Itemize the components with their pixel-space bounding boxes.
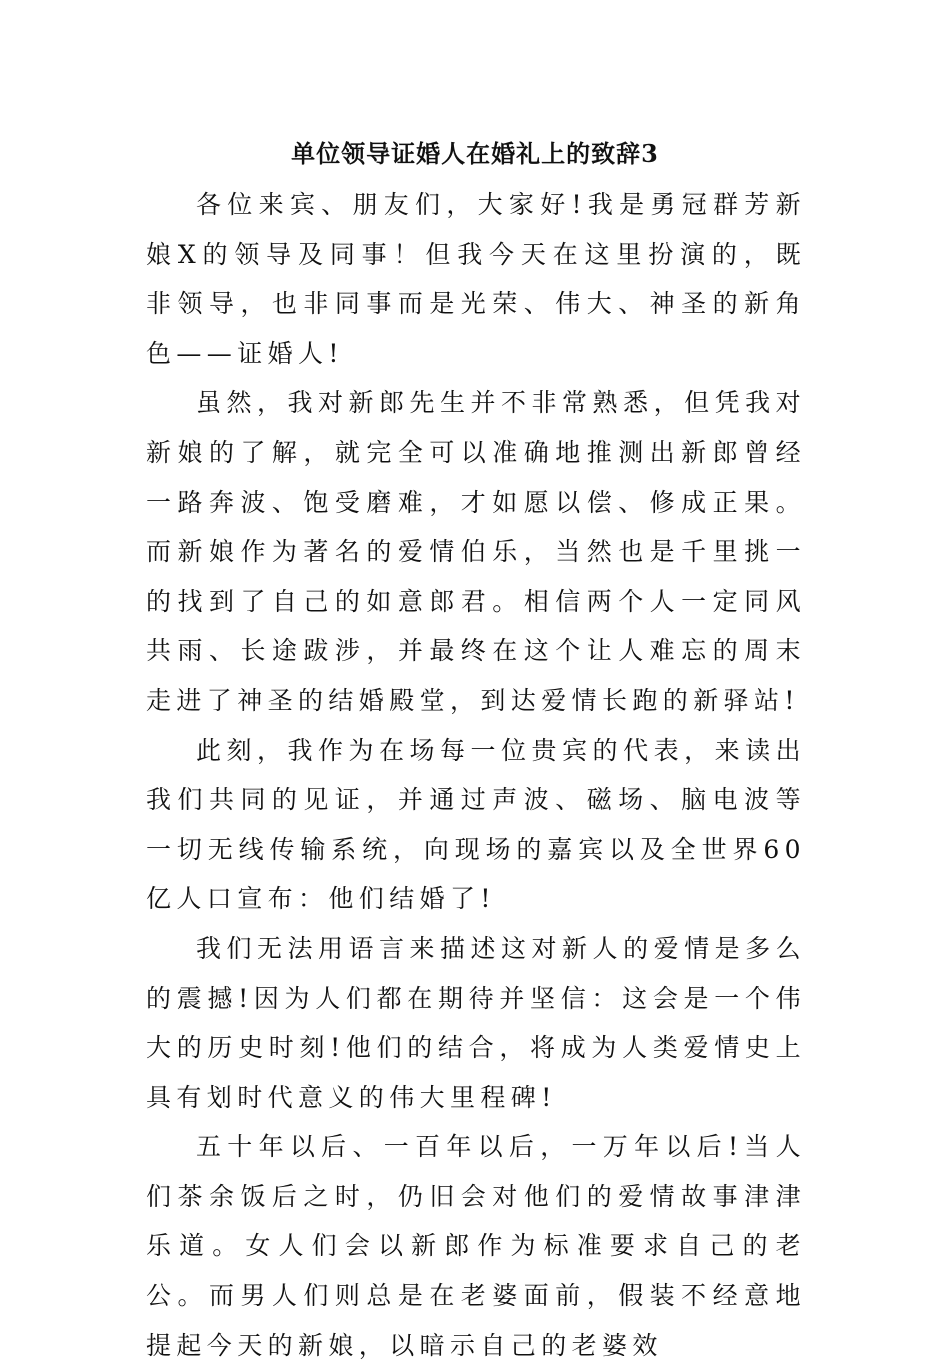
paragraph-milestone: 我们无法用语言来描述这对新人的爱情是多么的震撼!因为人们都在期待并坚信：这会是一个伟大的历史时刻!他们的结合，将成为人类爱情史上具有划时代意义的伟大里程碑! — [146, 933, 806, 1112]
paragraph-announcement: 此刻，我作为在场每一位贵宾的代表，来读出我们共同的见证，并通过声波、磁场、脑电波等一切无线传输系统，向现场的嘉宾以及全世界60亿人口宣布：他们结婚了! — [146, 735, 806, 914]
paragraph-future: 五十年以后、一百年以后，一万年以后!当人们茶余饭后之时，仍旧会对他们的爱情故事津津乐道。女人们会以新郎作为标准要求自己的老公。而男人们则总是在老婆面前，假装不经意地提起今天的新娘，以暗示自己的老婆效 — [146, 1132, 806, 1360]
document-title: 单位领导证婚人在婚礼上的致辞3 — [291, 139, 659, 168]
paragraph-greeting: 各位来宾、朋友们，大家好!我是勇冠群芳新娘X的领导及同事！但我今天在这里扮演的，既非领导，也非同事而是光荣、伟大、神圣的新角色——证婚人! — [146, 190, 806, 368]
document-body — [146, 180, 806, 1370]
paragraph-couple: 虽然，我对新郎先生并不非常熟悉，但凭我对新娘的了解，就完全可以准确地推测出新郎曾经一路奔波、饱受磨难，才如愿以偿、修成正果。而新娘作为著名的爱情伯乐，当然也是千里挑一的找到了自己的如意郎君。相信两个人一定同风共雨、长途跋涉，并最终在这个让人难忘的周末走进了神圣的结婚殿堂，到达爱情长跑的新驿站! — [146, 388, 806, 715]
